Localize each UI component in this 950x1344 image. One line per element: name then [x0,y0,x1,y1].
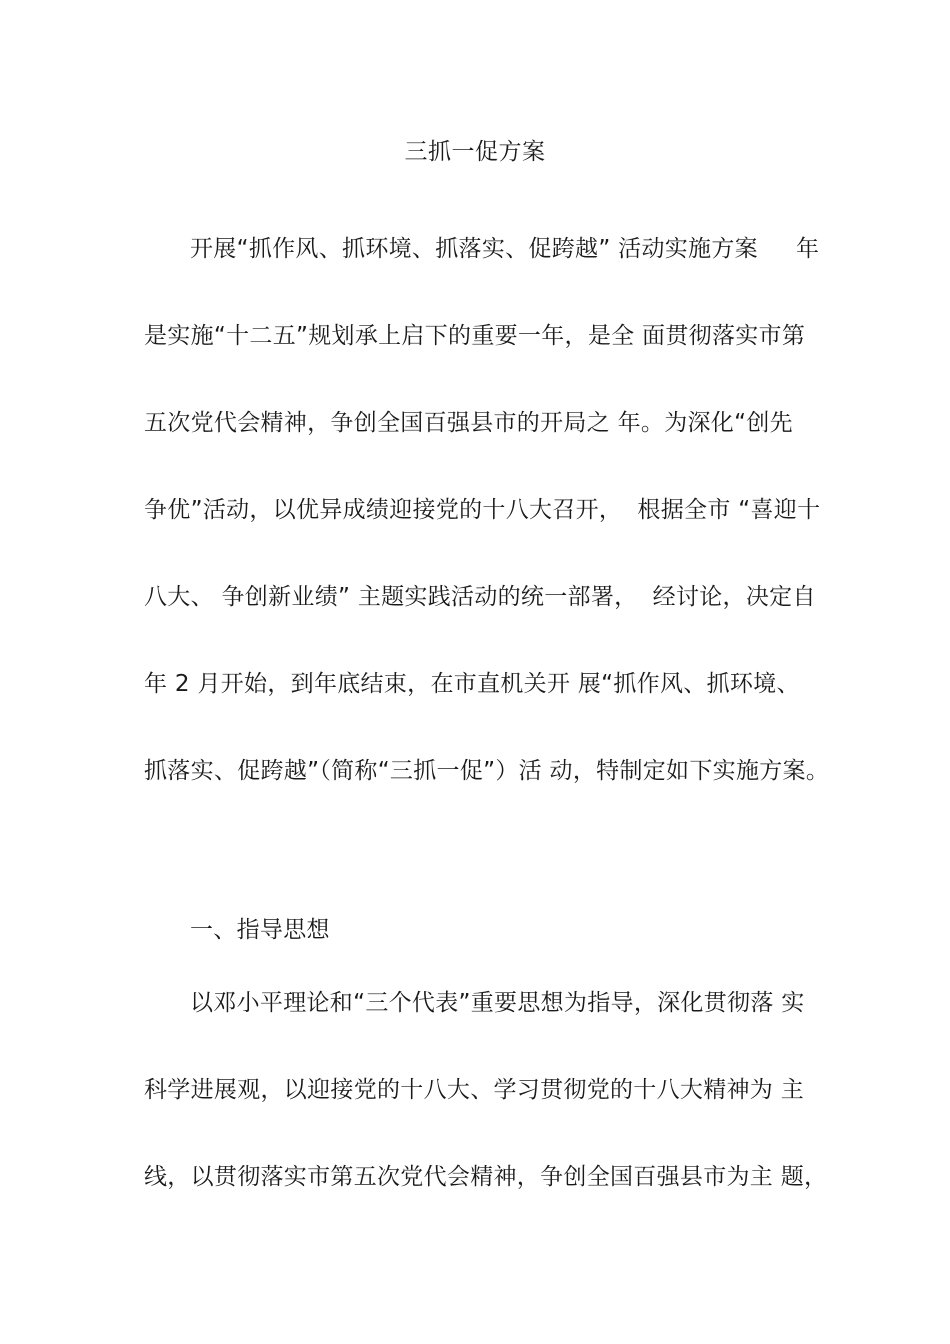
document-title: 三抓一促方案 [404,139,546,165]
paragraph-line: 以邓小平理论和“三个代表”重要思想为指导，深化贯彻落 实 [190,990,805,1016]
section-heading: 一、指导思想 [190,917,330,943]
paragraph-line: 开展“抓作风、抓环境、抓落实、促跨越” 活动实施方案 年 [190,236,820,262]
paragraph-line: 八大、 争创新业绩” 主题实践活动的统一部署， 经讨论，决定自 [144,584,816,610]
paragraph-line: 是实施“十二五”规划承上启下的重要一年，是全 面贯彻落实市第 [144,323,806,349]
paragraph-line: 科学进展观，以迎接党的十八大、学习贯彻党的十八大精神为 主 [144,1077,805,1103]
paragraph-line: 线，以贯彻落实市第五次党代会精神，争创全国百强县市为主 题， [144,1164,828,1190]
paragraph-line: 争优”活动，以优异成绩迎接党的十八大召开， 根据全市 “喜迎十 [144,497,821,523]
paragraph-line: 抓落实、促跨越”（简称“三抓一促”）活 动，特制定如下实施方案。 [144,758,830,784]
paragraph-line: 年 2 月开始，到年底结束，在市直机关开 展“抓作风、抓环境、 [144,671,800,697]
paragraph-line: 五次党代会精神，争创全国百强县市的开局之 年。为深化“创先 [144,410,793,436]
